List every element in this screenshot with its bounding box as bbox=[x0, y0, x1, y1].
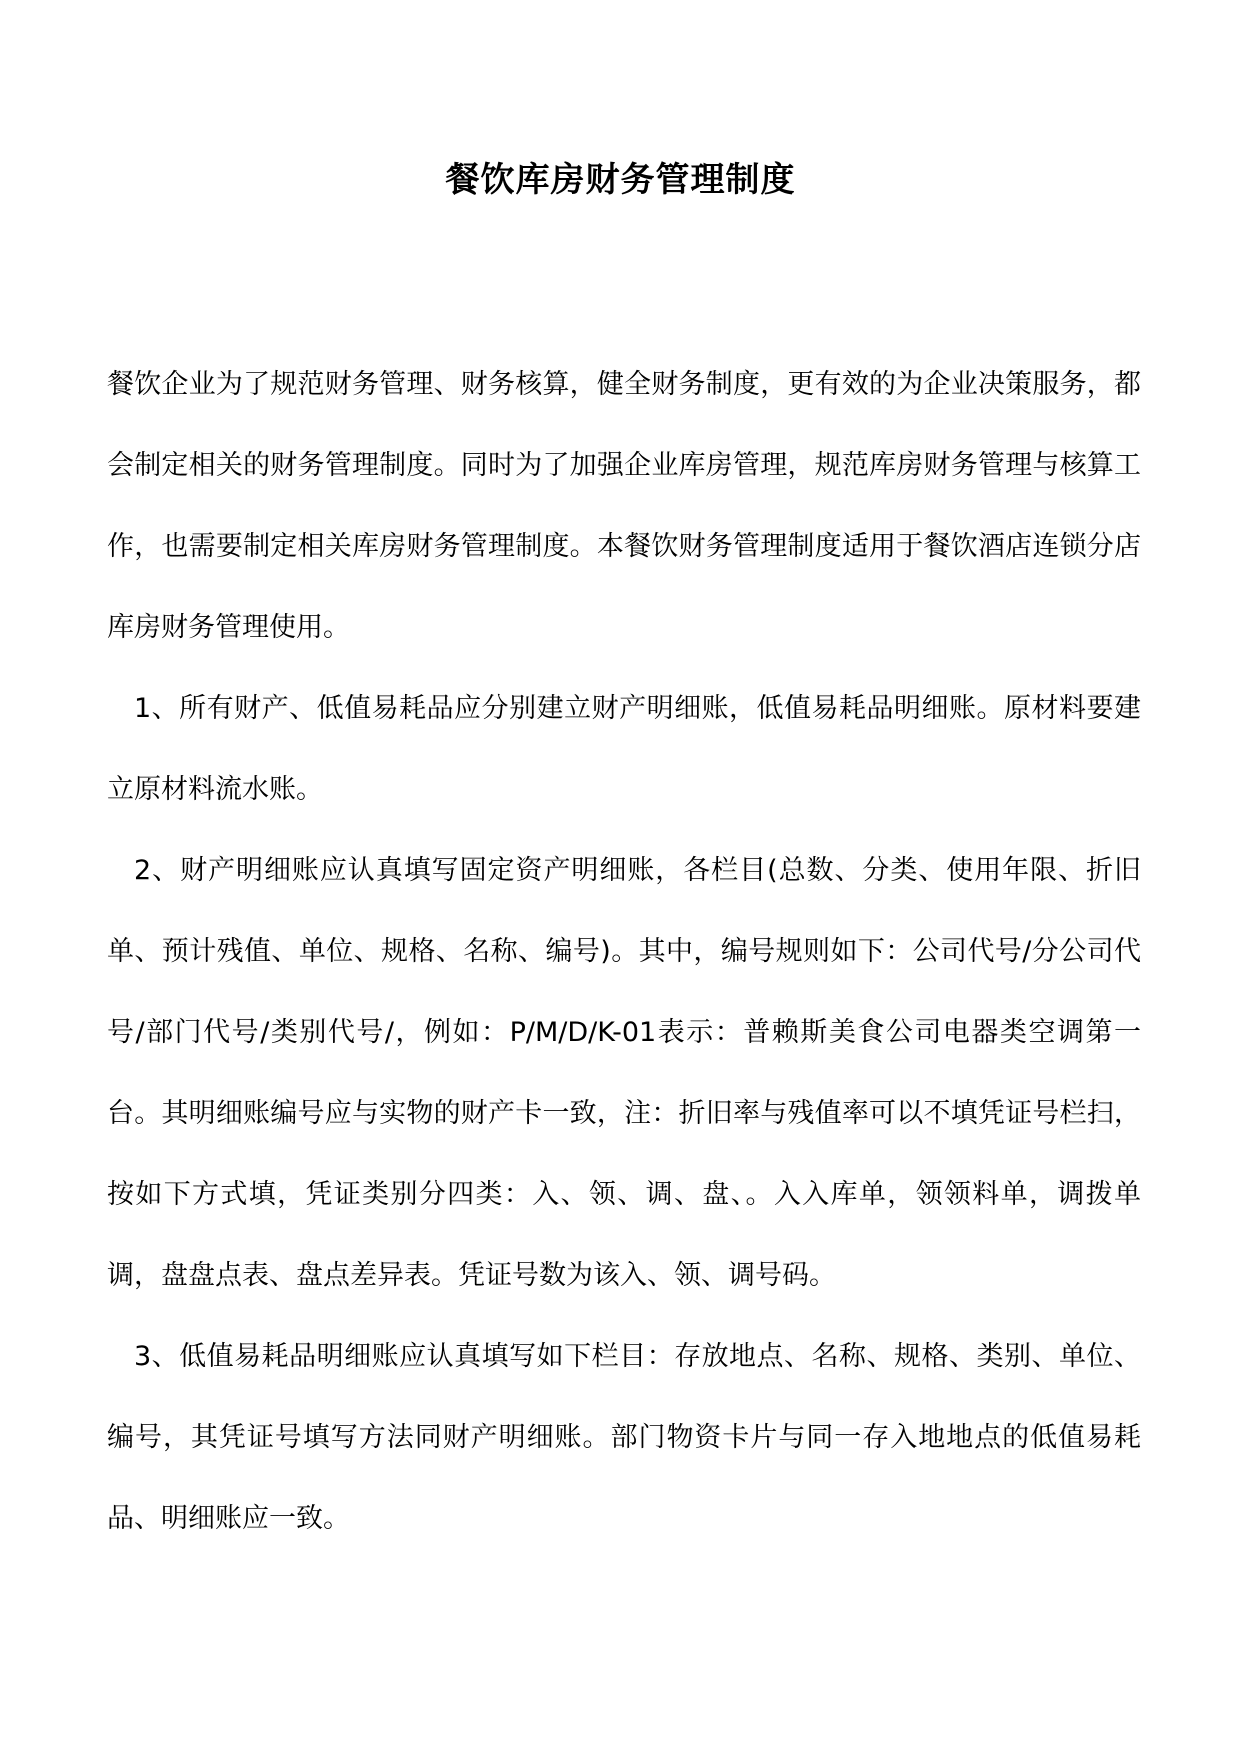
paragraph-intro: 餐饮企业为了规范财务管理、财务核算，健全财务制度，更有效的为企业决策服务，都会制定相关的财务管理制度。同时为了加强企业库房管理，规范库房财务管理与核算工作，也需要制定相关库房财务管理制度。本餐饮财务管理制度适用于餐饮酒店连锁分店库房财务管理使用。 bbox=[107, 369, 1141, 643]
paragraph-item-1: 1、所有财产、低值易耗品应分别建立财产明细账，低值易耗品明细账。原材料要建立原材料流水账。 bbox=[107, 693, 1141, 805]
document-body bbox=[107, 344, 1141, 1559]
paragraph-item-2: 2、财产明细账应认真填写固定资产明细账，各栏目(总数、分类、使用年限、折旧单、预计残值、单位、规格、名称、编号)。其中，编号规则如下：公司代号/分公司代号/部门代号/类别代号/，例如：P/M/D/K-01表示：普赖斯美食公司电器类空调第一台。其明细账编号应与实物的财产卡一致，注：折旧率与残值率可以不填凭证号栏扫，按如下方式填，凭证类别分四类：入、领、调、盘、。入入库单，领领料单，调拨单调，盘盘点表、盘点差异表。凭证号数为该入、领、调号码。 bbox=[107, 855, 1141, 1291]
paragraph-item-3: 3、低值易耗品明细账应认真填写如下栏目：存放地点、名称、规格、类别、单位、编号，其凭证号填写方法同财产明细账。部门物资卡片与同一存入地地点的低值易耗品、明细账应一致。 bbox=[107, 1341, 1141, 1534]
document-title: 餐饮库房财务管理制度 bbox=[445, 160, 796, 200]
